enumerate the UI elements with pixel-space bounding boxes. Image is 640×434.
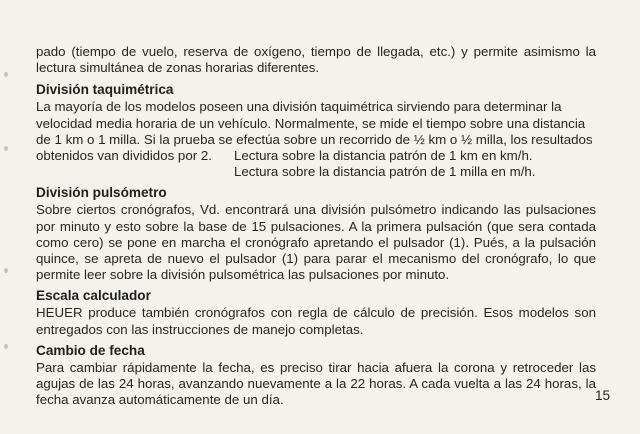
section-body: HEUER produce también cronógrafos con regla de cálculo de precisión. Esos modelos son entregados con las instrucciones de manejo completas. [36, 305, 596, 337]
section-heading: División pulsómetro [36, 185, 167, 201]
section-heading: Cambio de fecha [36, 342, 145, 358]
section-taquimetrica [36, 81, 596, 180]
section-body: Sobre ciertos cronógrafos, Vd. encontrará una división pulsómetro indicando las pulsaciones por minuto y esto sobre la base de 15 pulsaciones. A la primera pulsación (que sera contada como cero) se pone en marcha el cronógrafo apretando el pulsador (1). Pués, a la pulsación quince, se apreta de nuevo el pulsador (1) para parar el mecanismo del cronógrafo, lo que permite leer sobre la división pulsométrica las pulsaciones por minuto. [36, 202, 596, 283]
section-body-line: de 1 km o 1 milla. Si la prueba se efectúa sobre un recorrido de ½ km o ½ milla, los resultados [36, 131, 593, 147]
reading-lead: obtenidos van divididos por 2. [36, 148, 212, 164]
margin-mark [4, 344, 8, 349]
margin-mark [4, 72, 8, 77]
section-heading: División taquimétrica [36, 82, 174, 98]
intro-paragraph: pado (tiempo de vuelo, reserva de oxígeno, tiempo de llegada, etc.) y permite asimismo la lectura simultánea de zonas horarias diferentes. [36, 44, 596, 76]
margin-mark [4, 146, 8, 151]
reading-lines [234, 148, 536, 180]
page-content [36, 44, 596, 412]
margin-mark [4, 268, 8, 273]
section-heading: Escala calculador [36, 288, 151, 304]
page-number: 15 [595, 388, 611, 403]
section-pulsometro [36, 184, 596, 283]
section-body: Para cambiar rápidamente la fecha, es preciso tirar hacia afuera la corona y retroceder las agujas de las 24 horas, avanzando nuevamente a la 22 horas. A cada vuelta a las 24 horas, la fecha avanza automáticamente de un día. [36, 359, 596, 408]
reading-line-milla: Lectura sobre la distancia patrón de 1 milla en m/h. [233, 164, 536, 180]
section-body-line: velocidad media horaria de un vehículo. Normalmente, se mide el tiempo sobre una distancia [36, 115, 586, 131]
section-cambio-fecha [36, 342, 596, 409]
section-body-line: La mayoría de los modelos poseen una división taquimétrica sirviendo para determinar la [36, 99, 562, 115]
section-escala-calculador [36, 287, 596, 337]
reading-line-km: Lectura sobre la distancia patrón de 1 km en km/h. [233, 148, 533, 164]
reading-row [36, 148, 596, 180]
